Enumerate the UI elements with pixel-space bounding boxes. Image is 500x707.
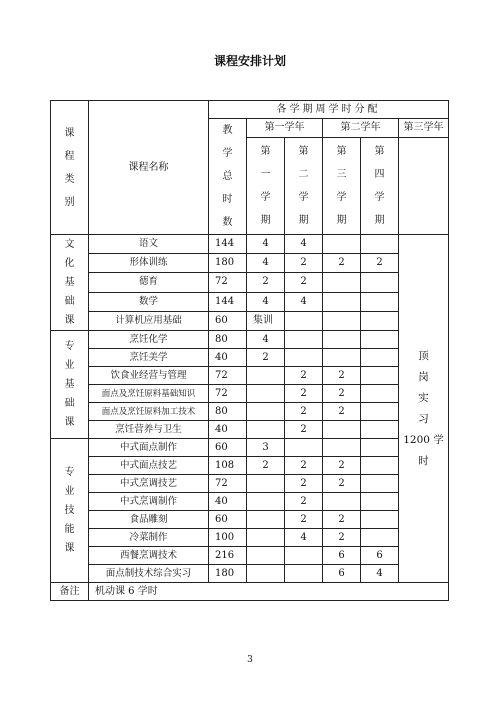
sem3-hours [323,273,361,292]
table-row [51,235,449,254]
course-hours: 40 [209,349,247,367]
course-hours: 72 [209,385,247,403]
sem4-hours [361,439,399,457]
sem1-hours [247,547,285,565]
sem4-hours [361,421,399,439]
sem1-hours: 2 [247,273,285,292]
table-row [51,421,449,439]
course-name: 烹饪化学 [89,331,209,349]
sem4-hours [361,475,399,493]
sem1-hours [247,511,285,529]
sem4-hours [361,385,399,403]
course-name: 形体训练 [89,254,209,273]
course-name: 烹饪美学 [89,349,209,367]
course-name: 中式烹调技艺 [89,475,209,493]
sem1-hours [247,421,285,439]
sem4-hours: 6 [361,547,399,565]
page-title: 课程安排计划 [213,54,286,68]
sem3-hours: 6 [323,565,361,583]
category-professional_basic: 专 业 基 础 课 [51,331,89,439]
sem1-hours: 4 [247,292,285,311]
sem3-hours: 2 [323,457,361,475]
course-name: 计算机应用基础 [89,311,209,330]
sem2-hours: 2 [285,475,323,493]
table-row [51,493,449,511]
course-name: 西餐烹调技术 [89,547,209,565]
sem3-hours [323,493,361,511]
sem3-hours: 2 [323,367,361,385]
year3-internship: 顶 岗 实 习 1200 学 时 [399,235,449,583]
header-year2: 第二学年 [323,119,399,138]
page-number: 3 [247,655,253,665]
remark-label: 备注 [51,583,89,601]
sem4-hours [361,311,399,330]
sem2-hours: 2 [285,403,323,421]
table-row [51,457,449,475]
sem2-hours: 2 [285,457,323,475]
sem1-hours: 3 [247,439,285,457]
sem1-hours [247,475,285,493]
sem3-hours: 2 [323,403,361,421]
course-name: 德育 [89,273,209,292]
sem4-hours [361,511,399,529]
course-hours: 144 [209,235,247,254]
header-total-hours: 教 学 总 时 数 [209,119,247,235]
course-hours: 60 [209,511,247,529]
header-year3: 第三学年 [399,119,449,138]
sem1-hours [247,385,285,403]
sem2-hours: 2 [285,367,323,385]
course-hours: 180 [209,565,247,583]
header-year1: 第一学年 [247,119,323,138]
sem1-hours: 4 [247,331,285,349]
remark-row [51,583,449,601]
header-sem4: 第 四 学 期 [361,138,399,235]
sem4-hours [361,367,399,385]
course-hours: 72 [209,273,247,292]
sem3-hours: 2 [323,529,361,547]
header-year3-blank [399,138,449,235]
sem1-hours: 4 [247,235,285,254]
course-name: 冷菜制作 [89,529,209,547]
course-hours: 180 [209,254,247,273]
sem4-hours [361,349,399,367]
course-hours: 60 [209,311,247,330]
sem3-hours [323,331,361,349]
sem1-hours [247,493,285,511]
sem1-hours: 4 [247,254,285,273]
course-hours: 40 [209,421,247,439]
sem2-hours [285,349,323,367]
table-row [51,292,449,311]
sem3-hours: 2 [323,254,361,273]
table-row [51,547,449,565]
header-sem1: 第 一 学 期 [247,138,285,235]
table-row [51,311,449,330]
sem3-hours [323,235,361,254]
course-hours: 80 [209,403,247,421]
course-name: 烹饪营养与卫生 [89,421,209,439]
sem3-hours [323,439,361,457]
table-row [51,511,449,529]
sem1-hours [247,367,285,385]
course-name: 面点制技术综合实习 [89,565,209,583]
sem2-hours: 2 [285,421,323,439]
sem2-hours: 4 [285,292,323,311]
header-course-name: 课程名称 [89,101,209,235]
table-row [51,254,449,273]
course-hours: 72 [209,475,247,493]
course-name: 面点及烹饪原料基础知识 [89,385,209,403]
sem2-hours: 2 [285,385,323,403]
sem1-hours [247,565,285,583]
sem2-hours: 2 [285,254,323,273]
table-row [51,385,449,403]
course-name: 面点及烹饪原料加工技术 [89,403,209,421]
sem3-hours: 6 [323,547,361,565]
table-row [51,565,449,583]
table-row [51,439,449,457]
table-row [51,331,449,349]
sem4-hours [361,457,399,475]
sem3-hours [323,292,361,311]
remark-text: 机动课 6 学时 [89,583,449,601]
course-hours: 60 [209,439,247,457]
course-hours: 100 [209,529,247,547]
sem4-hours [361,273,399,292]
sem3-hours [323,421,361,439]
sem4-hours: 4 [361,565,399,583]
course-name: 食品雕刻 [89,511,209,529]
course-hours: 40 [209,493,247,511]
course-name: 中式面点技艺 [89,457,209,475]
sem3-hours: 2 [323,475,361,493]
sem4-hours [361,529,399,547]
course-name: 语文 [89,235,209,254]
header-sem2: 第 二 学 期 [285,138,323,235]
sem3-hours: 2 [323,385,361,403]
course-name: 中式烹调制作 [89,493,209,511]
sem2-hours [285,311,323,330]
table-row [51,403,449,421]
sem4-hours [361,292,399,311]
sem2-hours [285,565,323,583]
course-hours: 80 [209,331,247,349]
course-hours: 72 [209,367,247,385]
sem1-hours [247,403,285,421]
table-row [51,367,449,385]
sem4-hours [361,493,399,511]
sem1-hours: 2 [247,349,285,367]
sem1-hours: 2 [247,457,285,475]
category-culture: 文 化 基 础 课 [51,235,89,331]
sem1-hours: 集训 [247,311,285,330]
sem2-hours: 2 [285,273,323,292]
header-category: 课 程 类 别 [51,101,89,235]
sem4-hours: 2 [361,254,399,273]
sem2-hours: 2 [285,511,323,529]
sem1-hours [247,529,285,547]
sem4-hours [361,331,399,349]
table-row [51,475,449,493]
header-sem3: 第 三 学 期 [323,138,361,235]
course-name: 数学 [89,292,209,311]
sem2-hours [285,547,323,565]
sem2-hours [285,331,323,349]
course-hours: 108 [209,457,247,475]
course-hours: 144 [209,292,247,311]
table-row [51,529,449,547]
sem3-hours [323,311,361,330]
sem4-hours [361,403,399,421]
sem3-hours [323,349,361,367]
sem3-hours: 2 [323,511,361,529]
course-name: 饮食业经营与管理 [89,367,209,385]
sem2-hours [285,439,323,457]
category-professional_skill: 专 业 技 能 课 [51,439,89,583]
table-row [51,273,449,292]
course-name: 中式面点制作 [89,439,209,457]
course-schedule-table [50,100,449,601]
course-hours: 216 [209,547,247,565]
sem4-hours [361,235,399,254]
sem2-hours: 4 [285,235,323,254]
header-distribution: 各学期周学时分配 [209,101,449,119]
sem2-hours: 4 [285,529,323,547]
table-row [51,349,449,367]
sem2-hours: 2 [285,493,323,511]
